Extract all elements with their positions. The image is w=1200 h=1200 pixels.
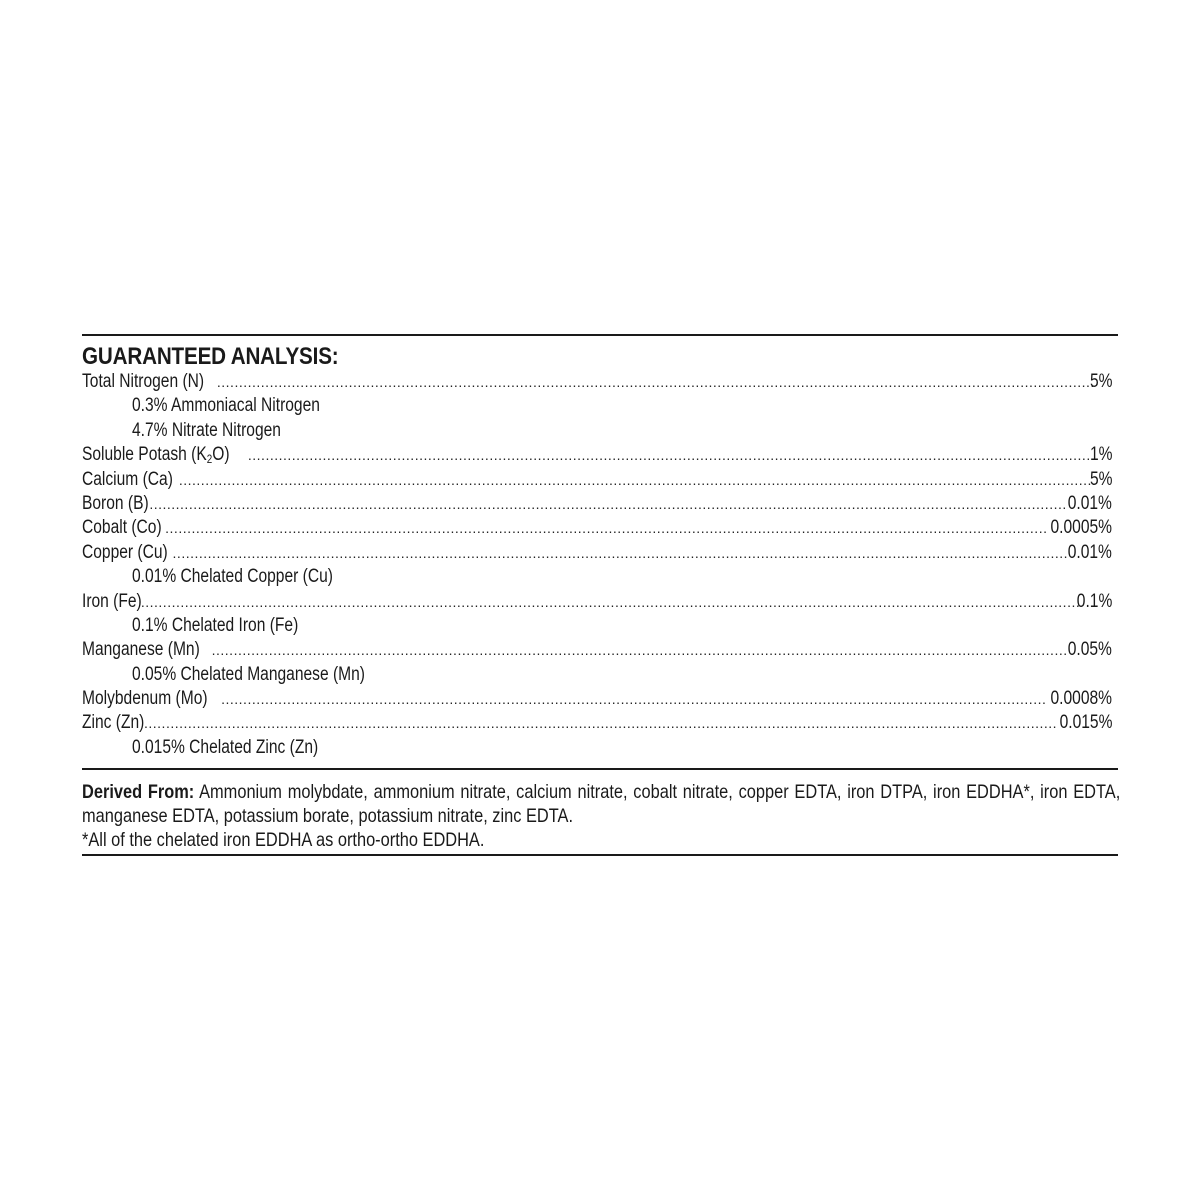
- dot-leader: [141, 590, 1079, 614]
- dot-leader: [149, 492, 1068, 516]
- guaranteed-analysis-panel: [82, 334, 1121, 856]
- nutrient-name: [82, 468, 173, 492]
- analysis-subitem: [82, 736, 1112, 760]
- nutrient-name: [82, 541, 168, 565]
- dot-leader: [248, 443, 1095, 467]
- analysis-subitem-text: 0.01% Chelated Copper (Cu): [132, 566, 333, 588]
- nutrient-name: [82, 638, 200, 662]
- nutrient-name-text: Total Nitrogen (N): [82, 371, 205, 392]
- nutrient-name-text: Boron (B): [82, 492, 149, 514]
- dot-leader: [221, 687, 1047, 711]
- dot-leader: [165, 516, 1047, 540]
- analysis-row: [82, 590, 1112, 614]
- analysis-row: [82, 516, 1112, 540]
- middle-rule: [82, 768, 1118, 770]
- analysis-row: [82, 687, 1112, 711]
- nutrient-name: [82, 711, 144, 735]
- dot-leader: [144, 711, 1058, 735]
- analysis-row: [82, 370, 1112, 394]
- nutrient-name: [82, 443, 230, 467]
- nutrient-name-tail: O): [212, 444, 230, 466]
- nutrient-name-text: Copper (Cu): [82, 541, 168, 563]
- nutrient-name-text: Cobalt (Co): [82, 517, 162, 539]
- nutrient-name: [82, 590, 142, 614]
- analysis-row: [82, 541, 1112, 565]
- dot-leader: [217, 370, 1095, 394]
- dot-leader: [173, 541, 1069, 565]
- analysis-subitem: [82, 663, 1112, 687]
- analysis-row: [82, 443, 1112, 467]
- nutrient-name-text: Soluble Potash (K: [82, 444, 207, 466]
- analysis-row: [82, 492, 1112, 516]
- analysis-subitem-text: 0.3% Ammoniacal Nitrogen: [132, 395, 320, 417]
- analysis-row: [82, 638, 1112, 662]
- derived-from-text: Ammonium molybdate, ammonium nitrate, calcium nitrate, cobalt nitrate, copper EDTA, iron DTPA, iron EDDHA*, iron EDTA, manganese EDTA, potassium borate, potassium nitrate, zinc EDTA.: [82, 781, 1121, 828]
- nutrient-value: 1%: [1089, 444, 1112, 466]
- nutrient-name: [82, 687, 208, 711]
- footnote: *All of the chelated iron EDDHA as ortho-ortho EDDHA.: [82, 829, 485, 852]
- nutrient-value: 5%: [1089, 371, 1112, 392]
- analysis-subitem-text: 0.1% Chelated Iron (Fe): [132, 614, 299, 636]
- nutrient-value: 0.1%: [1076, 590, 1112, 612]
- nutrient-value: 5%: [1089, 468, 1112, 490]
- analysis-subitem-text: 0.05% Chelated Manganese (Mn): [132, 663, 365, 685]
- nutrient-value: 0.01%: [1067, 541, 1112, 563]
- analysis-subitem: [82, 419, 1112, 443]
- analysis-row: [82, 711, 1112, 735]
- analysis-subitem: [82, 565, 1112, 589]
- analysis-subitem: [82, 394, 1112, 418]
- nutrient-value: 0.0008%: [1050, 688, 1112, 710]
- nutrient-value: 0.0005%: [1050, 517, 1112, 539]
- nutrient-name: [82, 370, 204, 394]
- analysis-subitem-text: 4.7% Nitrate Nitrogen: [132, 419, 281, 441]
- nutrient-name-text: Manganese (Mn): [82, 639, 200, 661]
- panel-title: GUARANTEED ANALYSIS:: [82, 343, 339, 370]
- nutrient-name-text: Zinc (Zn): [82, 712, 145, 734]
- analysis-subitem: [82, 614, 1112, 638]
- nutrient-name: [82, 516, 162, 540]
- nutrient-name-text: Molybdenum (Mo): [82, 688, 208, 710]
- dot-leader: [212, 638, 1069, 662]
- nutrient-name-text: Iron (Fe): [82, 590, 142, 612]
- analysis-row: [82, 468, 1112, 492]
- derived-from-label: Derived From:: [82, 781, 195, 804]
- bottom-rule: [82, 854, 1118, 856]
- nutrient-value: 0.05%: [1067, 639, 1112, 661]
- top-rule: [82, 334, 1118, 336]
- analysis-list: [82, 370, 1112, 760]
- nutrient-name-text: Calcium (Ca): [82, 468, 173, 490]
- nutrient-name: [82, 492, 149, 516]
- nutrient-value: 0.01%: [1067, 492, 1112, 514]
- nutrient-subscript: 2: [206, 452, 213, 467]
- analysis-subitem-text: 0.015% Chelated Zinc (Zn): [132, 736, 319, 758]
- nutrient-value: 0.015%: [1059, 712, 1112, 734]
- dot-leader: [179, 468, 1095, 492]
- derived-from-block: [82, 780, 1120, 852]
